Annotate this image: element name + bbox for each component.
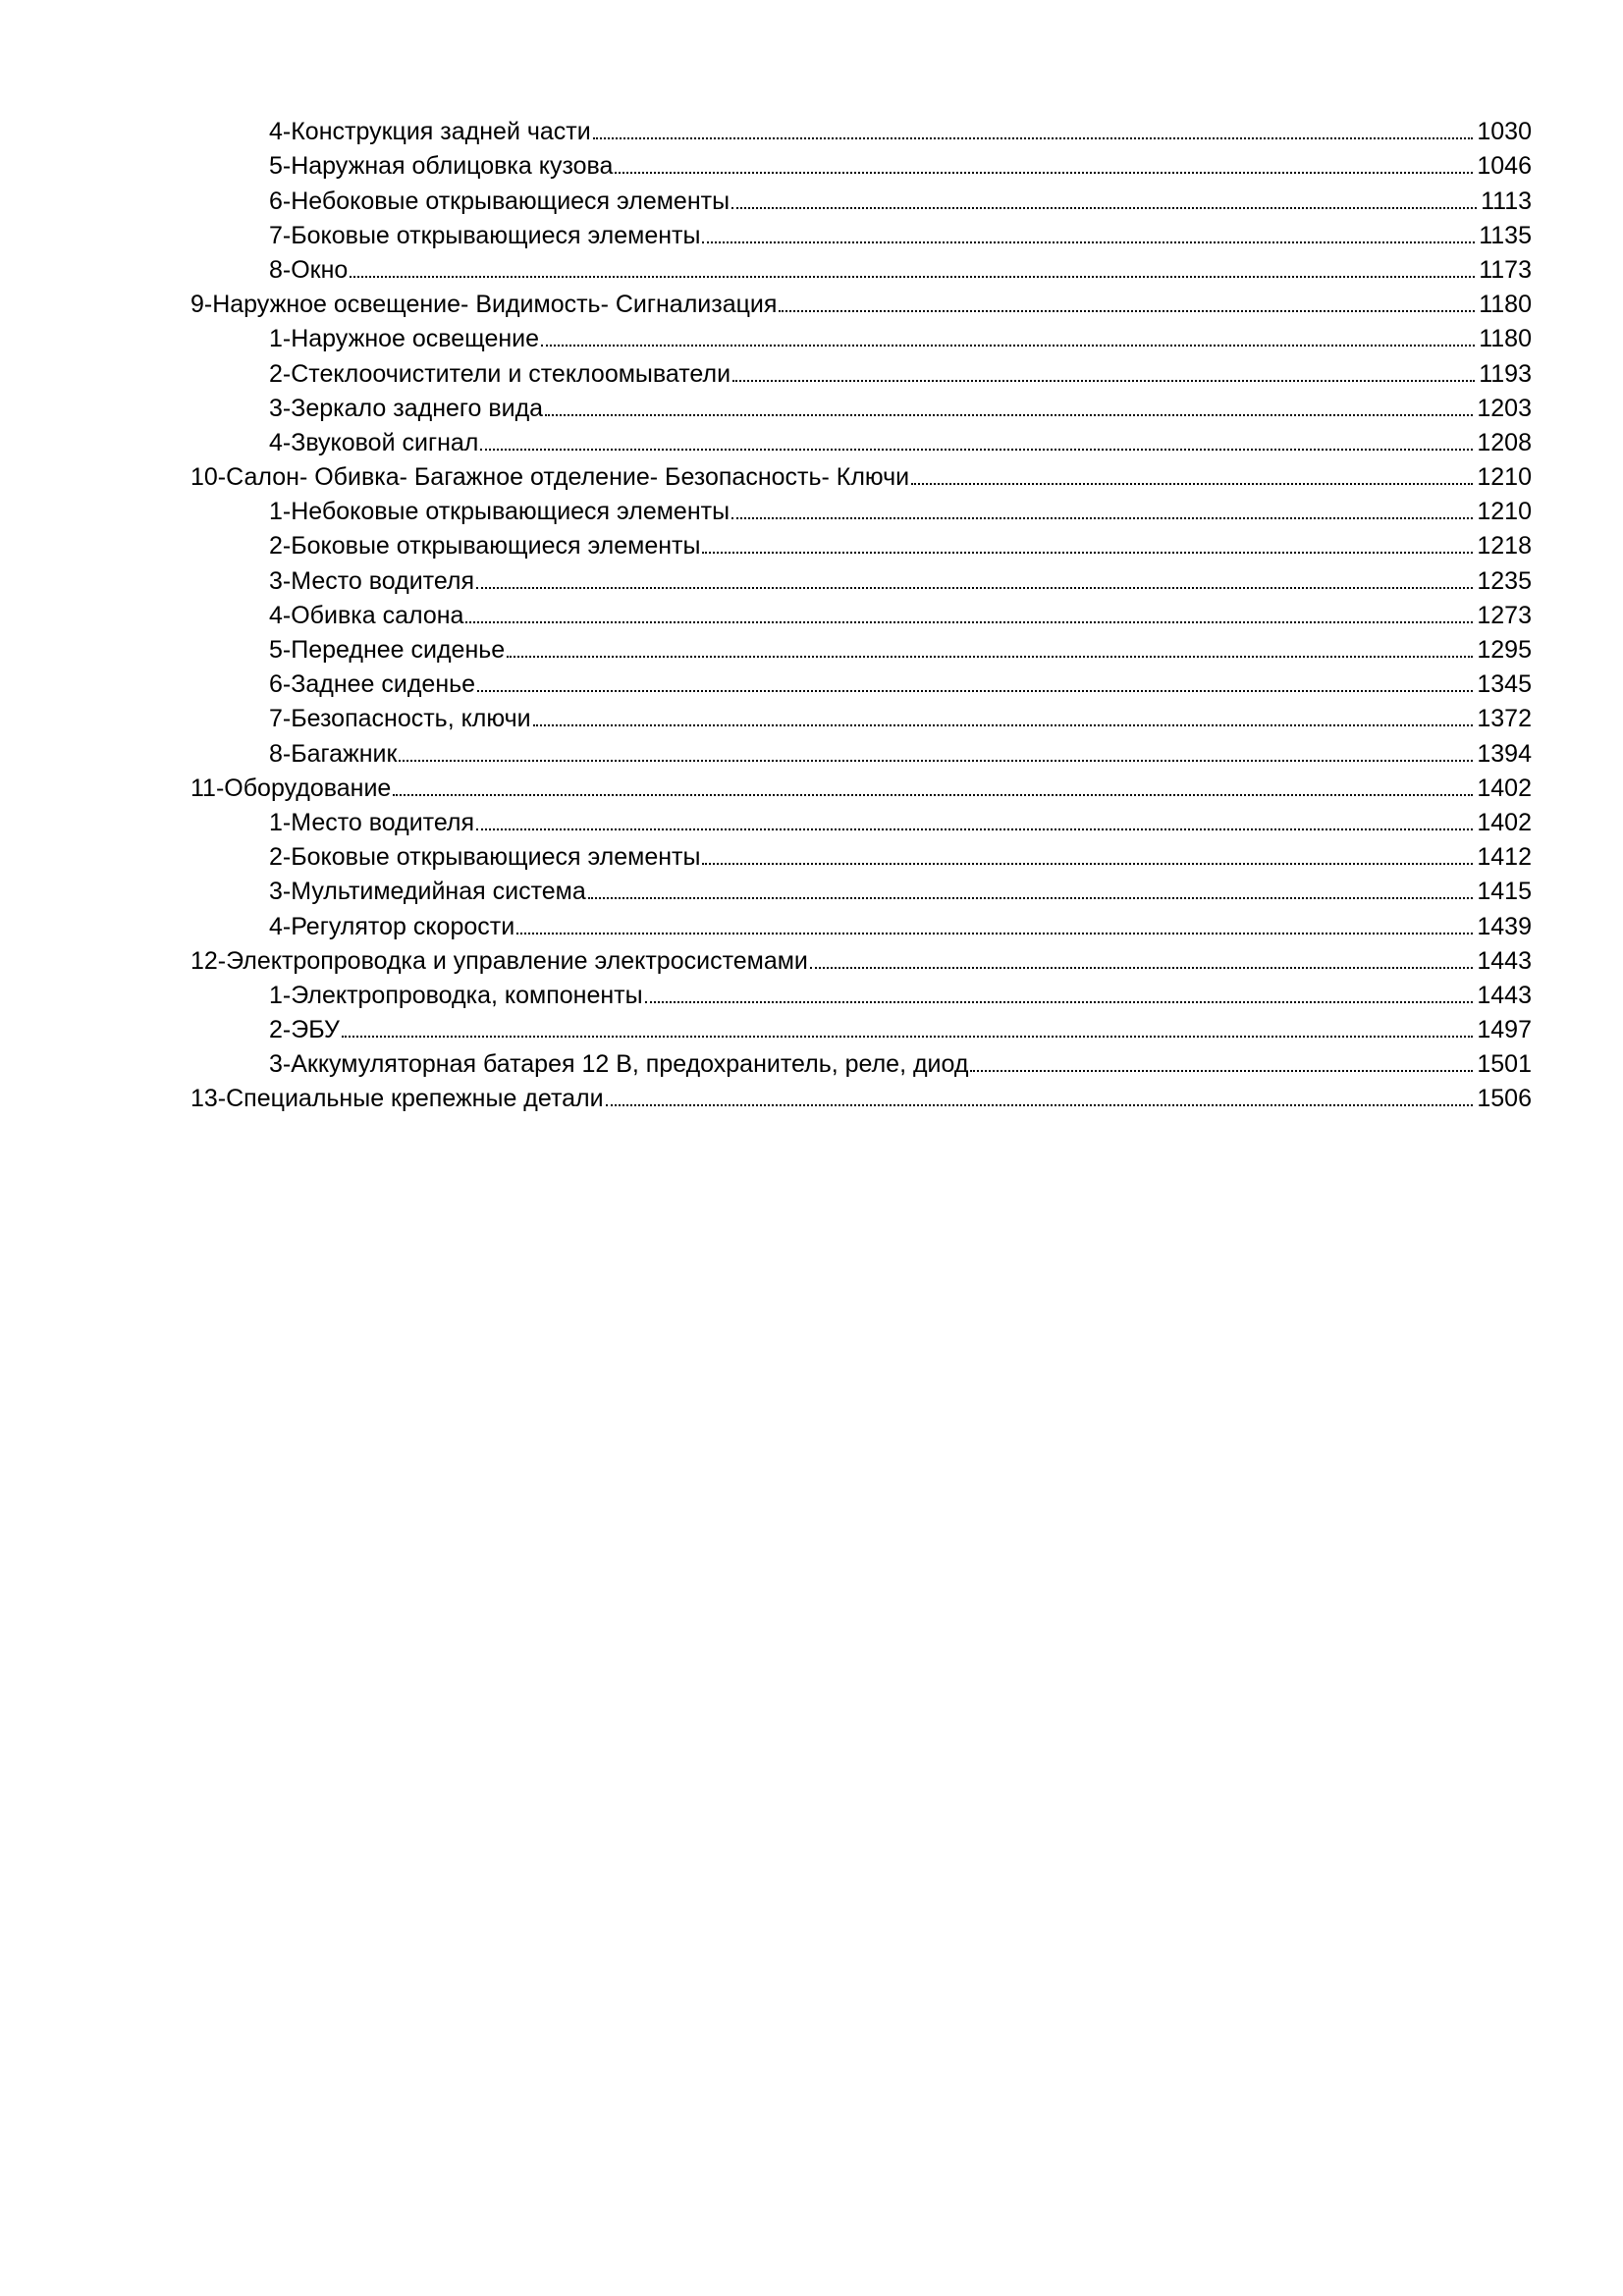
dot-leader	[477, 690, 1473, 692]
toc-entry-title: 2-Боковые открывающиеся элементы	[269, 532, 701, 561]
toc-entry-page-number: 1345	[1477, 670, 1532, 699]
toc-entry-title: 4-Конструкция задней части	[269, 118, 591, 146]
toc-entry-page-number: 1180	[1479, 325, 1532, 353]
toc-section-entry[interactable]	[0, 112, 1623, 146]
toc-entry-page-number: 1208	[1477, 428, 1532, 456]
dot-leader	[702, 863, 1473, 865]
toc-section-entry[interactable]	[0, 561, 1623, 595]
toc-entry-title: 3-Мультимедийная система	[269, 878, 586, 906]
toc-section-entry[interactable]	[0, 976, 1623, 1010]
toc-entry-page-number: 1412	[1477, 843, 1532, 872]
toc-section-entry[interactable]	[0, 699, 1623, 733]
toc-entry-title: 8-Багажник	[269, 739, 398, 768]
toc-entry-page-number: 1372	[1477, 705, 1532, 733]
toc-entry-title: 4-Регулятор скорости	[269, 912, 515, 940]
table-of-contents	[0, 112, 1623, 1113]
dot-leader	[350, 276, 1475, 278]
toc-entry-page-number: 1235	[1477, 566, 1532, 595]
toc-section-entry[interactable]	[0, 837, 1623, 872]
toc-section-entry[interactable]	[0, 319, 1623, 353]
dot-leader	[476, 828, 1473, 830]
toc-section-entry[interactable]	[0, 250, 1623, 285]
toc-entry-title: 3-Место водителя	[269, 566, 475, 595]
toc-entry-title: 12-Электропроводка и управление электросистемами	[190, 946, 808, 975]
toc-entry-page-number: 1210	[1477, 498, 1532, 526]
dot-leader	[593, 137, 1474, 139]
toc-entry-title: 6-Заднее сиденье	[269, 670, 476, 699]
dot-leader	[970, 1070, 1473, 1072]
toc-chapter-entry[interactable]	[0, 941, 1623, 976]
toc-entry-page-number: 1497	[1477, 1016, 1532, 1044]
toc-section-entry[interactable]	[0, 526, 1623, 561]
dot-leader	[588, 897, 1474, 899]
toc-entry-title: 10-Салон- Обивка- Багажное отделение- Безопасность- Ключи	[190, 463, 910, 492]
dot-leader	[476, 587, 1473, 589]
toc-entry-title: 2-Боковые открывающиеся элементы	[269, 843, 701, 872]
toc-entry-title: 5-Наружная облицовка кузова	[269, 152, 614, 181]
dot-leader	[516, 933, 1473, 934]
toc-entry-page-number: 1180	[1479, 291, 1532, 319]
toc-entry-title: 1-Наружное освещение	[269, 325, 540, 353]
toc-entry-page-number: 1218	[1477, 532, 1532, 561]
toc-entry-page-number: 1113	[1481, 187, 1532, 215]
toc-chapter-entry[interactable]	[0, 1079, 1623, 1113]
dot-leader	[731, 207, 1477, 209]
toc-entry-title: 11-Оборудование	[190, 774, 392, 802]
dot-leader	[615, 172, 1473, 174]
toc-section-entry[interactable]	[0, 146, 1623, 181]
toc-entry-page-number: 1295	[1477, 636, 1532, 664]
dot-leader	[911, 483, 1473, 485]
toc-entry-title: 7-Безопасность, ключи	[269, 705, 531, 733]
toc-section-entry[interactable]	[0, 1010, 1623, 1044]
toc-section-entry[interactable]	[0, 803, 1623, 837]
dot-leader	[702, 552, 1473, 554]
toc-entry-page-number: 1439	[1477, 912, 1532, 940]
toc-entry-page-number: 1210	[1477, 463, 1532, 492]
toc-entry-page-number: 1443	[1477, 946, 1532, 975]
dot-leader	[545, 414, 1473, 416]
toc-section-entry[interactable]	[0, 665, 1623, 699]
toc-entry-title: 13-Специальные крепежные детали	[190, 1085, 604, 1113]
toc-entry-title: 7-Боковые открывающиеся элементы	[269, 221, 701, 249]
toc-chapter-entry[interactable]	[0, 769, 1623, 803]
toc-section-entry[interactable]	[0, 216, 1623, 250]
dot-leader	[480, 449, 1473, 451]
toc-entry-title: 9-Наружное освещение- Видимость- Сигнализация	[190, 291, 778, 319]
toc-entry-page-number: 1193	[1479, 359, 1532, 388]
dot-leader	[399, 760, 1473, 762]
dot-leader	[732, 380, 1475, 382]
toc-entry-page-number: 1402	[1477, 808, 1532, 836]
toc-section-entry[interactable]	[0, 423, 1623, 457]
toc-entry-title: 6-Небоковые открывающиеся элементы	[269, 187, 730, 215]
toc-section-entry[interactable]	[0, 1044, 1623, 1079]
toc-entry-page-number: 1173	[1479, 255, 1532, 284]
dot-leader	[393, 794, 1473, 796]
toc-entry-page-number: 1046	[1477, 152, 1532, 181]
toc-section-entry[interactable]	[0, 596, 1623, 630]
toc-entry-title: 1-Небоковые открывающиеся элементы	[269, 498, 730, 526]
toc-section-entry[interactable]	[0, 630, 1623, 665]
toc-entry-page-number: 1443	[1477, 981, 1532, 1009]
dot-leader	[702, 241, 1475, 243]
toc-entry-title: 2-ЭБУ	[269, 1016, 340, 1044]
dot-leader	[342, 1036, 1473, 1038]
dot-leader	[541, 345, 1475, 347]
dot-leader	[731, 517, 1473, 519]
toc-section-entry[interactable]	[0, 389, 1623, 423]
dot-leader	[810, 967, 1473, 969]
dot-leader	[645, 1001, 1474, 1003]
toc-entry-title: 8-Окно	[269, 255, 349, 284]
toc-section-entry[interactable]	[0, 906, 1623, 940]
dot-leader	[606, 1104, 1474, 1106]
toc-entry-title: 3-Аккумуляторная батарея 12 В, предохранитель, реле, диод	[269, 1050, 969, 1079]
toc-section-entry[interactable]	[0, 492, 1623, 526]
dot-leader	[465, 621, 1473, 623]
toc-entry-page-number: 1415	[1477, 878, 1532, 906]
toc-chapter-entry[interactable]	[0, 285, 1623, 319]
toc-entry-title: 1-Место водителя	[269, 808, 475, 836]
toc-entry-title: 4-Обивка салона	[269, 601, 464, 629]
toc-entry-page-number: 1135	[1479, 221, 1532, 249]
toc-entry-page-number: 1273	[1477, 601, 1532, 629]
toc-entry-title: 4-Звуковой сигнал	[269, 428, 479, 456]
toc-section-entry[interactable]	[0, 353, 1623, 388]
toc-entry-page-number: 1506	[1477, 1085, 1532, 1113]
toc-chapter-entry[interactable]	[0, 457, 1623, 492]
dot-leader	[533, 724, 1474, 726]
toc-entry-page-number: 1394	[1477, 739, 1532, 768]
toc-entry-title: 2-Стеклоочистители и стеклоомыватели	[269, 359, 731, 388]
toc-entry-title: 3-Зеркало заднего вида	[269, 394, 544, 422]
toc-entry-page-number: 1501	[1477, 1050, 1532, 1079]
toc-entry-page-number: 1402	[1477, 774, 1532, 802]
dot-leader	[779, 310, 1475, 312]
toc-section-entry[interactable]	[0, 872, 1623, 906]
toc-section-entry[interactable]	[0, 733, 1623, 768]
toc-section-entry[interactable]	[0, 181, 1623, 215]
toc-entry-page-number: 1203	[1477, 394, 1532, 422]
toc-entry-title: 1-Электропроводка, компоненты	[269, 981, 643, 1009]
toc-entry-page-number: 1030	[1477, 118, 1532, 146]
toc-entry-title: 5-Переднее сиденье	[269, 636, 506, 664]
dot-leader	[507, 656, 1473, 658]
